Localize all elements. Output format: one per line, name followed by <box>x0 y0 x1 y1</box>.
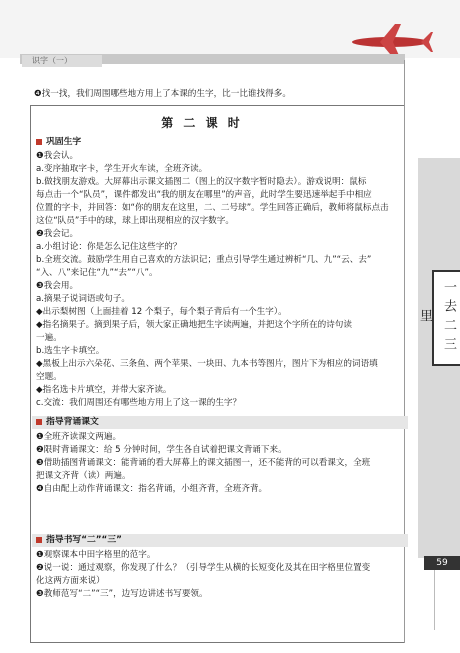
section-heading-text: 巩固生字 <box>46 137 82 147</box>
intro-line: ❹找一找，我们周围哪些地方用上了本课的生字，比一比谁找得多。 <box>34 89 291 99</box>
side-decor-line <box>434 570 435 630</box>
line: ❶全班齐读课文两遍。 <box>36 432 122 442</box>
section-heading-text: 指导书写“二”“三” <box>46 535 122 545</box>
bullet-square-icon <box>36 419 42 425</box>
line: ❸我会用。 <box>36 281 79 291</box>
line: “入、八”来记住“九”“去”“八”。 <box>36 268 158 278</box>
section-heading-text: 指导背诵课文 <box>46 417 99 427</box>
section-heading-writing <box>32 534 408 547</box>
line: 空题。 <box>36 372 62 382</box>
line: ❹自由配上动作背诵课文：指名背诵，小组齐背，全班齐背。 <box>36 484 268 494</box>
section-heading-recite <box>32 416 408 429</box>
header-tab-label: 识字（一） <box>22 55 102 67</box>
line: ❷说一说：通过观察，你发现了什么？（引导学生从横的长短变化及其在田字格里位置变 <box>36 563 371 573</box>
page-header <box>0 0 460 58</box>
line: ◆出示梨树图（上面挂着 12 个梨子，每个梨子背后有一个生字）。 <box>36 307 287 317</box>
lesson-title: 第 二 课 时 <box>161 116 243 130</box>
line: 位置的字卡，并回答：如“你的朋友在这里，二、二号球”。学生回答正确后，教师将鼠标点击 <box>36 203 389 213</box>
line: 每点击一个“队员”，课件都发出“我的朋友在哪里”的声音，此时学生要迅速举起手中相应 <box>36 190 372 200</box>
bullet-square-icon <box>36 139 42 145</box>
line: 一遍。 <box>36 333 62 343</box>
line: b.选生字卡填空。 <box>36 346 105 356</box>
line: ◆黑板上出示六朵花、三条鱼、两个苹果、一块田、九本书等图片，图片下为相应的词语填 <box>36 359 378 369</box>
margin-rule <box>404 60 405 643</box>
line: ❶我会认。 <box>36 151 79 161</box>
line: ❸借助插图背诵课文：能背诵的看大屏幕上的课文插图一，还不能背的可以看课文，全班 <box>36 458 371 468</box>
line: ❷我会记。 <box>36 229 79 239</box>
line: a.摘果子说词语或句子。 <box>36 294 130 304</box>
line: ❸教师范写“二”“三”，边写边讲述书写要领。 <box>36 589 208 599</box>
section-heading-consolidate <box>36 136 81 149</box>
line: a.小组讨论：你是怎么记住这些字的？ <box>36 242 182 252</box>
line: c.交流：我们周围还有哪些地方用上了这一课的生字？ <box>36 398 242 408</box>
line: ◆指名选卡片填空，并带大家齐读。 <box>36 385 172 395</box>
line: 这位“队员”手中的球，球上即出现相应的汉字数字。 <box>36 216 234 226</box>
line: ❷限时背诵课文：给 5 分钟时间，学生各自试着把课文背诵下来。 <box>36 445 287 455</box>
line: 化这两方面来说） <box>36 576 105 586</box>
line: b.全班交流。鼓励学生用自己喜欢的方法识记；重点引导学生通过辨析“几、九”“云、去” <box>36 255 372 265</box>
line: ❶观察课本中田字格里的范字。 <box>36 550 156 560</box>
page-number: 59 <box>424 556 460 570</box>
line: b.做找朋友游戏。大屏幕出示课文插图二（图上的汉字数字暂时隐去）。游戏说明：鼠标 <box>36 177 367 187</box>
side-lesson-label: 一去二三里 <box>432 270 460 366</box>
bullet-square-icon <box>36 537 42 543</box>
line: ◆指名摘果子。摘到果子后，领大家正确地把生字读两遍，并把这个字所在的诗句读 <box>36 320 352 330</box>
line: a.变序抽取字卡，学生开火车读，全班齐读。 <box>36 164 208 174</box>
line: 把课文齐背（读）两遍。 <box>36 471 131 481</box>
